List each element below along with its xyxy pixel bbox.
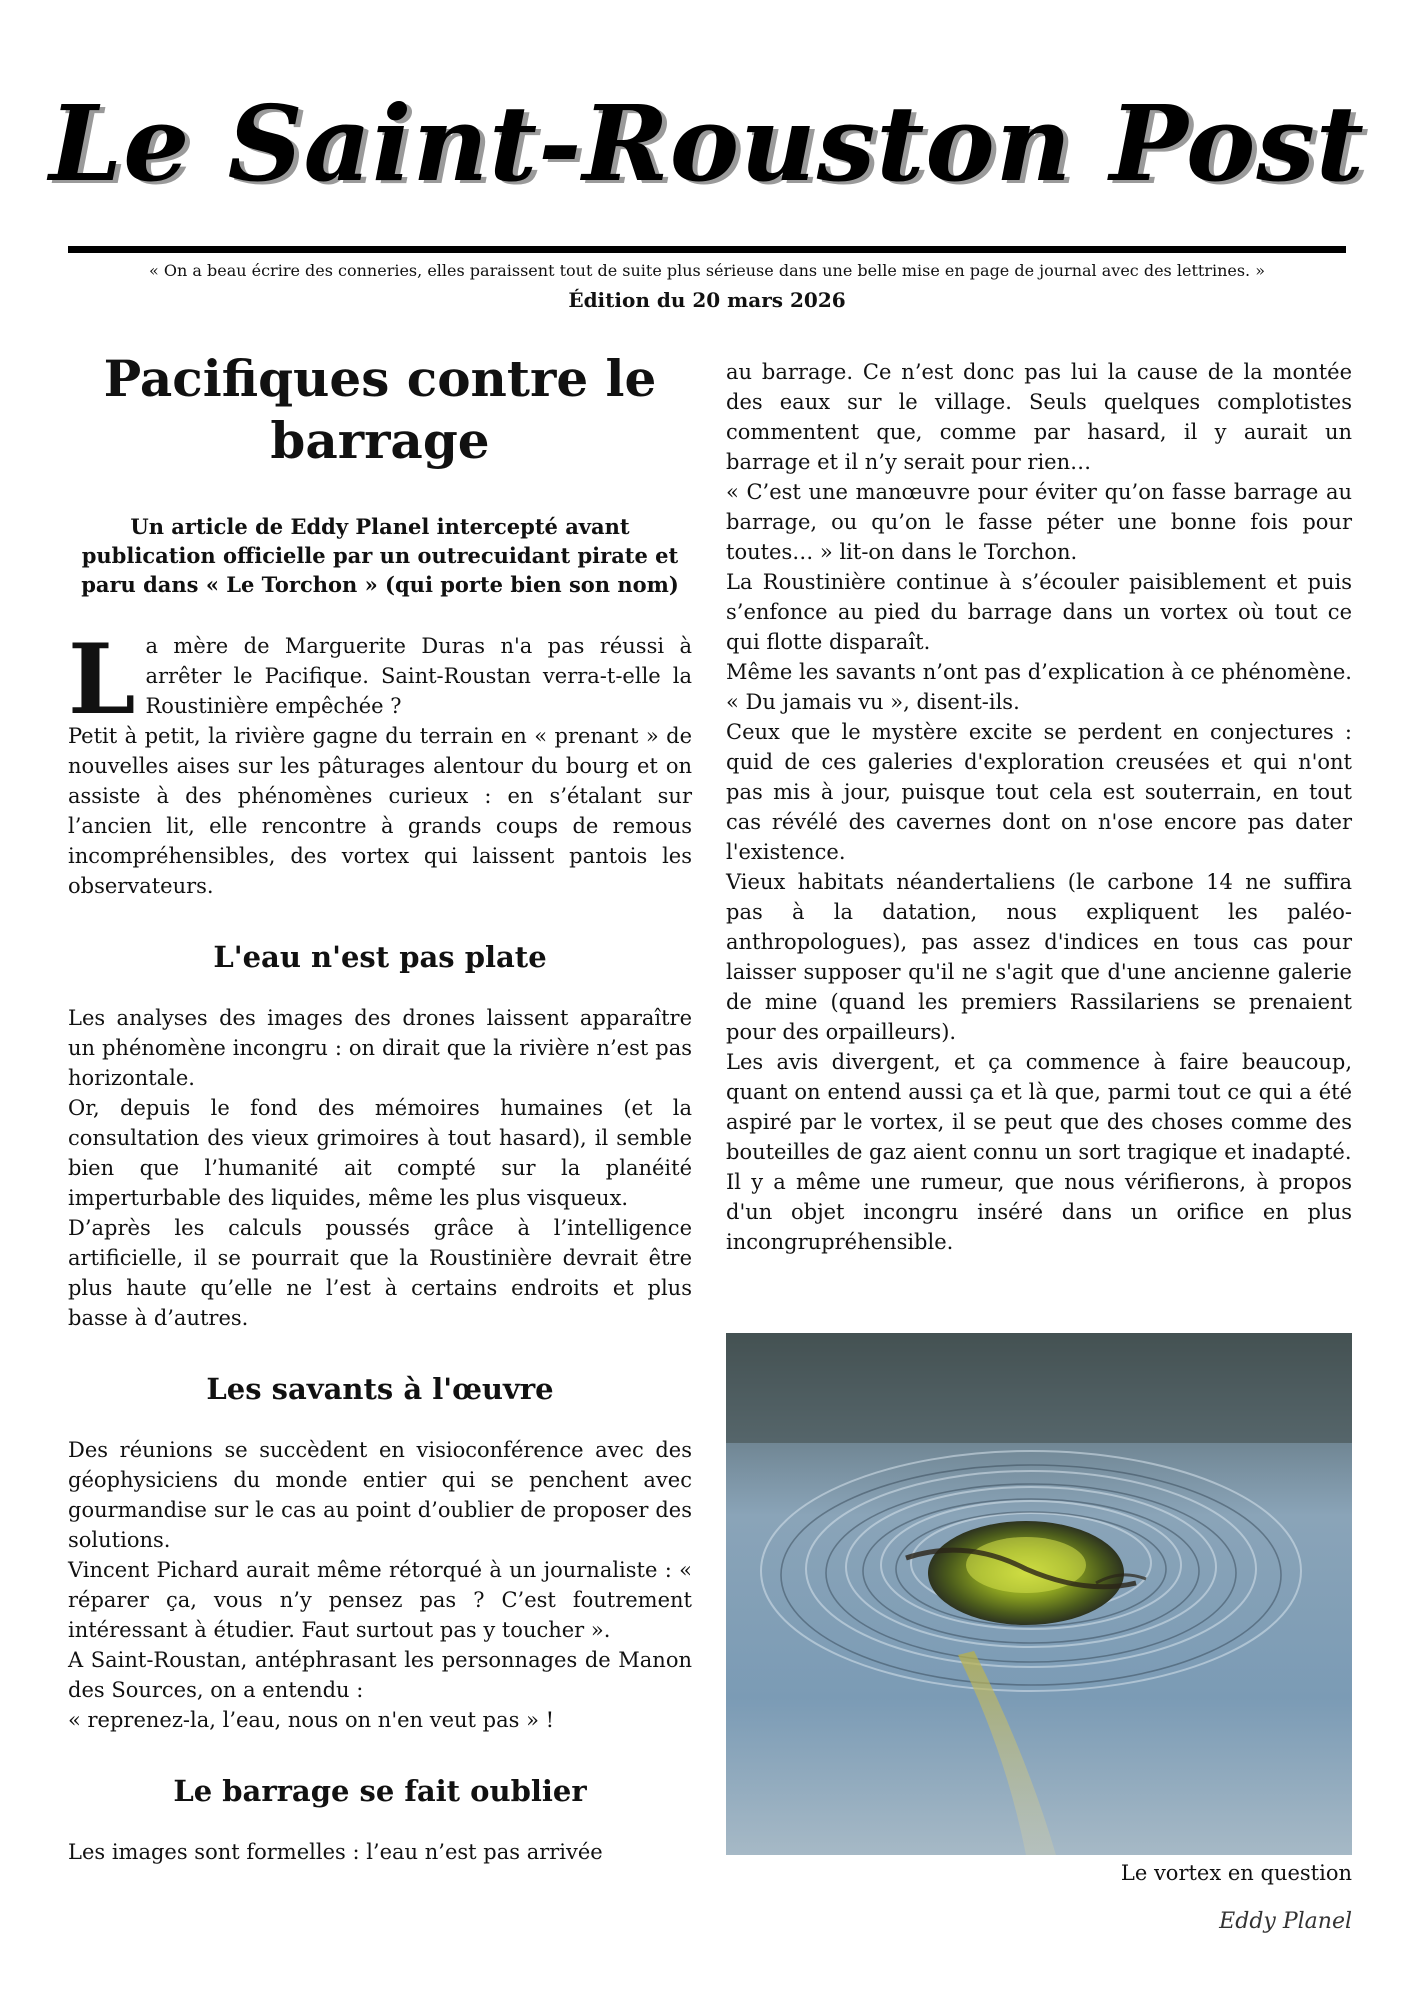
masthead-rule <box>68 246 1346 253</box>
vortex-photo <box>726 1333 1352 1855</box>
byline: Un article de Eddy Planel intercepté avant publication officielle par un outrecuidant pirate et paru dans « Le Torchon » (qui porte bien son nom) <box>81 514 679 597</box>
photo-caption: Le vortex en question <box>1120 1861 1352 1885</box>
paragraph: Petit à petit, la rivière gagne du terrain en « prenant » de nouvelles aises sur les pâturages alentour du bourg et on assiste à des phénomènes curieux : en s’étalant sur l’ancien lit, elle rencontre à grands coups de remous incompréhensibles, des vortex qui laissent pantois les observateurs. <box>68 724 692 898</box>
right-column <box>726 357 1352 1257</box>
section-heading: L'eau n'est pas plate <box>213 940 547 974</box>
author-signature: Eddy Planel <box>1219 1909 1352 1934</box>
paragraph: Les images sont formelles : l’eau n’est pas arrivée <box>68 1840 603 1864</box>
paragraph: Ceux que le mystère excite se perdent en conjectures : quid de ces galeries d'exploration creusées et qui n'ont pas mis à jour, puisque tout cela est souterrain, en tout cas révélé des cavernes dont on n'ose encore pas dater l'existence. <box>726 720 1352 864</box>
vortex-illustration <box>726 1333 1352 1855</box>
intro-text: a mère de Marguerite Duras n'a pas réussi à arrêter le Pacifique. Saint-Roustan verra-t-elle la Roustinière empêchée ? <box>145 634 692 718</box>
paragraph: « reprenez-la, l’eau, nous on n'en veut pas » ! <box>68 1708 555 1732</box>
motto: « On a beau écrire des conneries, elles paraissent tout de suite plus sérieuse dans une belle mise en page de journal avec des lettrines. » <box>148 261 1266 280</box>
section-heading: Le barrage se fait oublier <box>173 1774 587 1808</box>
paragraph: Vincent Pichard aurait même rétorqué à un journaliste : « réparer ça, vous n’y pensez pas ? C’est foutrement intéressant à étudier. Faut surtout pas y toucher ». <box>68 1558 692 1642</box>
article-title: Pacifiques contre le barrage <box>103 349 657 470</box>
paragraph: Les analyses des images des drones laissent apparaître un phénomène incongru : on dirait que la rivière n’est pas horizontale. <box>68 1006 692 1090</box>
paragraph: Des réunions se succèdent en visioconférence avec des géophysiciens du monde entier qui se penchent avec gourmandise sur le cas au point d’oublier de proposer des solutions. <box>68 1438 692 1552</box>
paragraph: Vieux habitats néandertaliens (le carbone 14 ne suffira pas à la datation, nous expliquent les paléo-anthropologues), pas assez d'indices en tous cas pour laisser supposer qu'il ne s'agit que d'une ancienne galerie de mine (quand les premiers Rassilariens se prenaient pour des orpailleurs). <box>726 870 1352 1044</box>
paragraph: Même les savants n’ont pas d’explication à ce phénomène. « Du jamais vu », disent-ils. <box>726 660 1352 714</box>
edition-date: Édition du 20 mars 2026 <box>568 288 846 312</box>
paragraph: Or, depuis le fond des mémoires humaines (et la consultation des vieux grimoires à tout hasard), il semble bien que l’humanité ait compté sur la planéité imperturbable des liquides, même les plus visqueux. <box>68 1096 692 1210</box>
paragraph: D’après les calculs poussés grâce à l’intelligence artificielle, il se pourrait que la Roustinière devrait être plus haute qu’elle ne l’est à certains endroits et plus basse à d’autres. <box>68 1216 692 1330</box>
paragraph: A Saint-Roustan, antéphrasant les personnages de Manon des Sources, on a entendu : <box>68 1648 692 1702</box>
paragraph: au barrage. Ce n’est donc pas lui la cause de la montée des eaux sur le village. Seuls quelques complotistes commentent que, comme par hasard, il y aurait un barrage et il n’y serait pour rien… <box>726 360 1352 474</box>
paragraph: Il y a même une rumeur, que nous vérifierons, à propos d'un objet incongru inséré dans un orifice en plus incongrupréhensible. <box>726 1170 1352 1254</box>
paragraph: La Roustinière continue à s’écouler paisiblement et puis s’enfonce au pied du barrage dans un vortex où tout ce qui flotte disparaît. <box>726 570 1352 654</box>
drop-cap: L <box>68 623 136 736</box>
masthead <box>0 84 1414 204</box>
paragraph: Les avis divergent, et ça commence à faire beaucoup, quant on entend aussi ça et là que, parmi tout ce qui a été aspiré par le vortex, il se peut que des choses comme des bouteilles de gaz aient connu un sort tragique et inadapté. <box>726 1050 1352 1164</box>
newspaper-title: Le Saint-Rouston Post <box>49 82 1365 205</box>
left-column <box>68 348 692 1928</box>
section-heading: Les savants à l'œuvre <box>206 1372 554 1406</box>
intro-paragraph <box>68 623 692 736</box>
paragraph: « C’est une manœuvre pour éviter qu’on fasse barrage au barrage, ou qu’on le fasse péter une bonne fois pour toutes… » lit-on dans le Torchon. <box>726 480 1352 564</box>
